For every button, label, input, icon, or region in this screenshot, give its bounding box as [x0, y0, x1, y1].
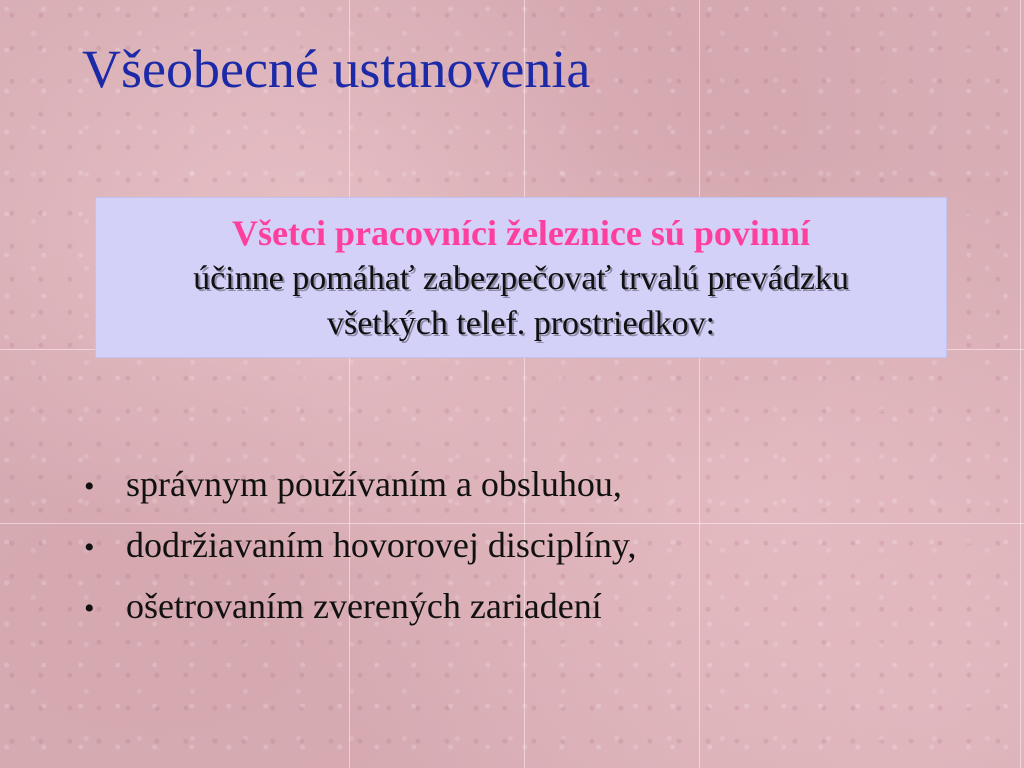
- callout-box: [95, 197, 947, 358]
- background-seam: [1020, 0, 1021, 768]
- bullet-text: dodržiavaním hovorovej disciplíny,: [126, 525, 637, 565]
- bullet-item: [84, 455, 637, 516]
- background-seam: [524, 0, 525, 768]
- callout-text-line: účinne pomáhať zabezpečovať trvalú prevádzku: [193, 260, 849, 297]
- callout-highlight-text: Všetci pracovníci železnice sú povinní: [232, 213, 810, 253]
- bullet-text: správnym používaním a obsluhou,: [126, 464, 622, 504]
- bullet-item: [84, 577, 637, 638]
- bullet-icon: •: [84, 470, 95, 503]
- bullet-text: ošetrovaním zverených zariadení: [126, 586, 602, 626]
- background-seam: [349, 0, 350, 768]
- bullet-icon: •: [84, 592, 95, 625]
- background-seam: [699, 0, 700, 768]
- bullet-list: [84, 455, 637, 638]
- slide-title: Všeobecné ustanovenia: [82, 39, 591, 99]
- callout-text-line: všetkých telef. prostriedkov:: [326, 305, 716, 342]
- bullet-item: [84, 516, 637, 577]
- bullet-icon: •: [84, 531, 95, 564]
